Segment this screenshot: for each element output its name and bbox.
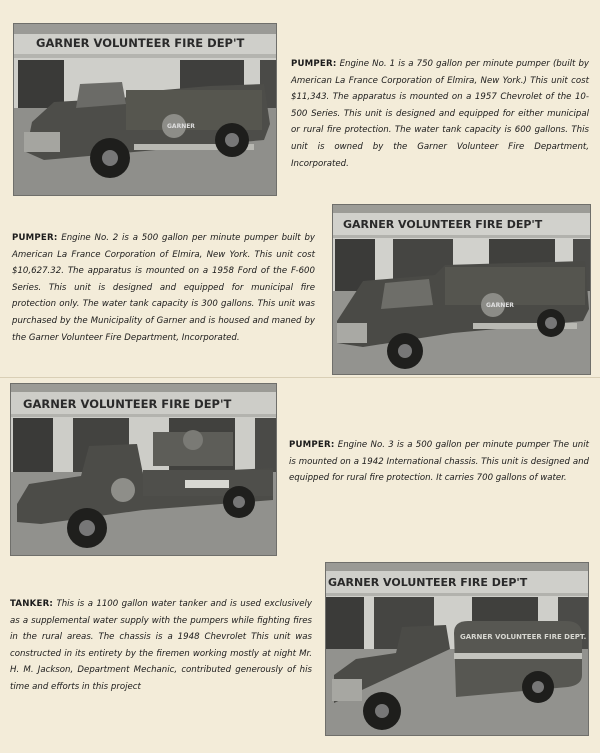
tanker-text: This is a 1100 gallon water tanker and is used exclusively as a supplemental water supply with the pumpers while fighting fires in the rural areas. The chassis is a 1948 Chevrolet This unit was constructed in its entirety by the firemen working mostly at night Mr. H. M. Jackson, Department Mechanic, contributed generously of his time and efforts in this project xyxy=(10,599,313,692)
engine-1-text: Engine No. 1 is a 750 gallon per minute pumper (built by American La France Corporation of Elmira, New York.) This unit cost $11,343. The apparatus is mounted on a 1957 Chevrolet of the 10-500 Series. This unit is designed and equipped for either municipal or rural fire protection. The water tank capacity is 600 gallons. This unit is owned by the Garner Volunteer Fire Department, Incorporated. xyxy=(291,59,589,169)
engine-1-photo xyxy=(14,24,276,195)
engine-3-caption xyxy=(289,437,589,487)
engine-2-text: Engine No. 2 is a 500 gallon per minute pumper built by American La France Corporation of Elmira, New York. This unit cost $10,627.32. The apparatus is mounted on a 1958 Ford of the F-600 Series. This unit is designed and equipped for municipal fire protection only. The water tank capacity is 300 gallons. This unit was purchased by the Municipality of Garner and is housed and maned by the Garner Volunteer Fire Department, Incorporated. xyxy=(12,233,315,343)
tanker-heading: TANKER: xyxy=(10,599,54,609)
engine-2-heading: PUMPER: xyxy=(12,233,58,243)
engine-3-photo xyxy=(11,384,276,555)
tanker-side-text: GARNER VOLUNTEER FIRE DEPT. xyxy=(460,633,587,641)
engine-1-heading: PUMPER: xyxy=(291,59,337,69)
door-emblem-text: GARNER xyxy=(167,123,195,130)
station-sign-text: GARNER VOLUNTEER FIRE DEP'T xyxy=(328,576,528,589)
engine-3-text: Engine No. 3 is a 500 gallon per minute pumper The unit is mounted on a 1942 International chassis. This unit is designed and equipped for rural fire protection. It carries 700 gallons of water. xyxy=(289,440,589,484)
engine-2-photo xyxy=(333,205,590,374)
door-emblem-text: GARNER xyxy=(486,302,514,309)
station-sign-text: GARNER VOLUNTEER FIRE DEP'T xyxy=(36,36,245,50)
engine-1-caption xyxy=(291,56,589,172)
fold-line xyxy=(0,377,600,378)
station-sign-text: GARNER VOLUNTEER FIRE DEP'T xyxy=(23,397,232,411)
tanker-caption xyxy=(10,596,312,696)
station-sign-text: GARNER VOLUNTEER FIRE DEP'T xyxy=(343,218,543,231)
engine-3-heading: PUMPER: xyxy=(289,440,335,450)
tanker-photo xyxy=(326,563,588,735)
engine-2-caption xyxy=(12,230,315,346)
